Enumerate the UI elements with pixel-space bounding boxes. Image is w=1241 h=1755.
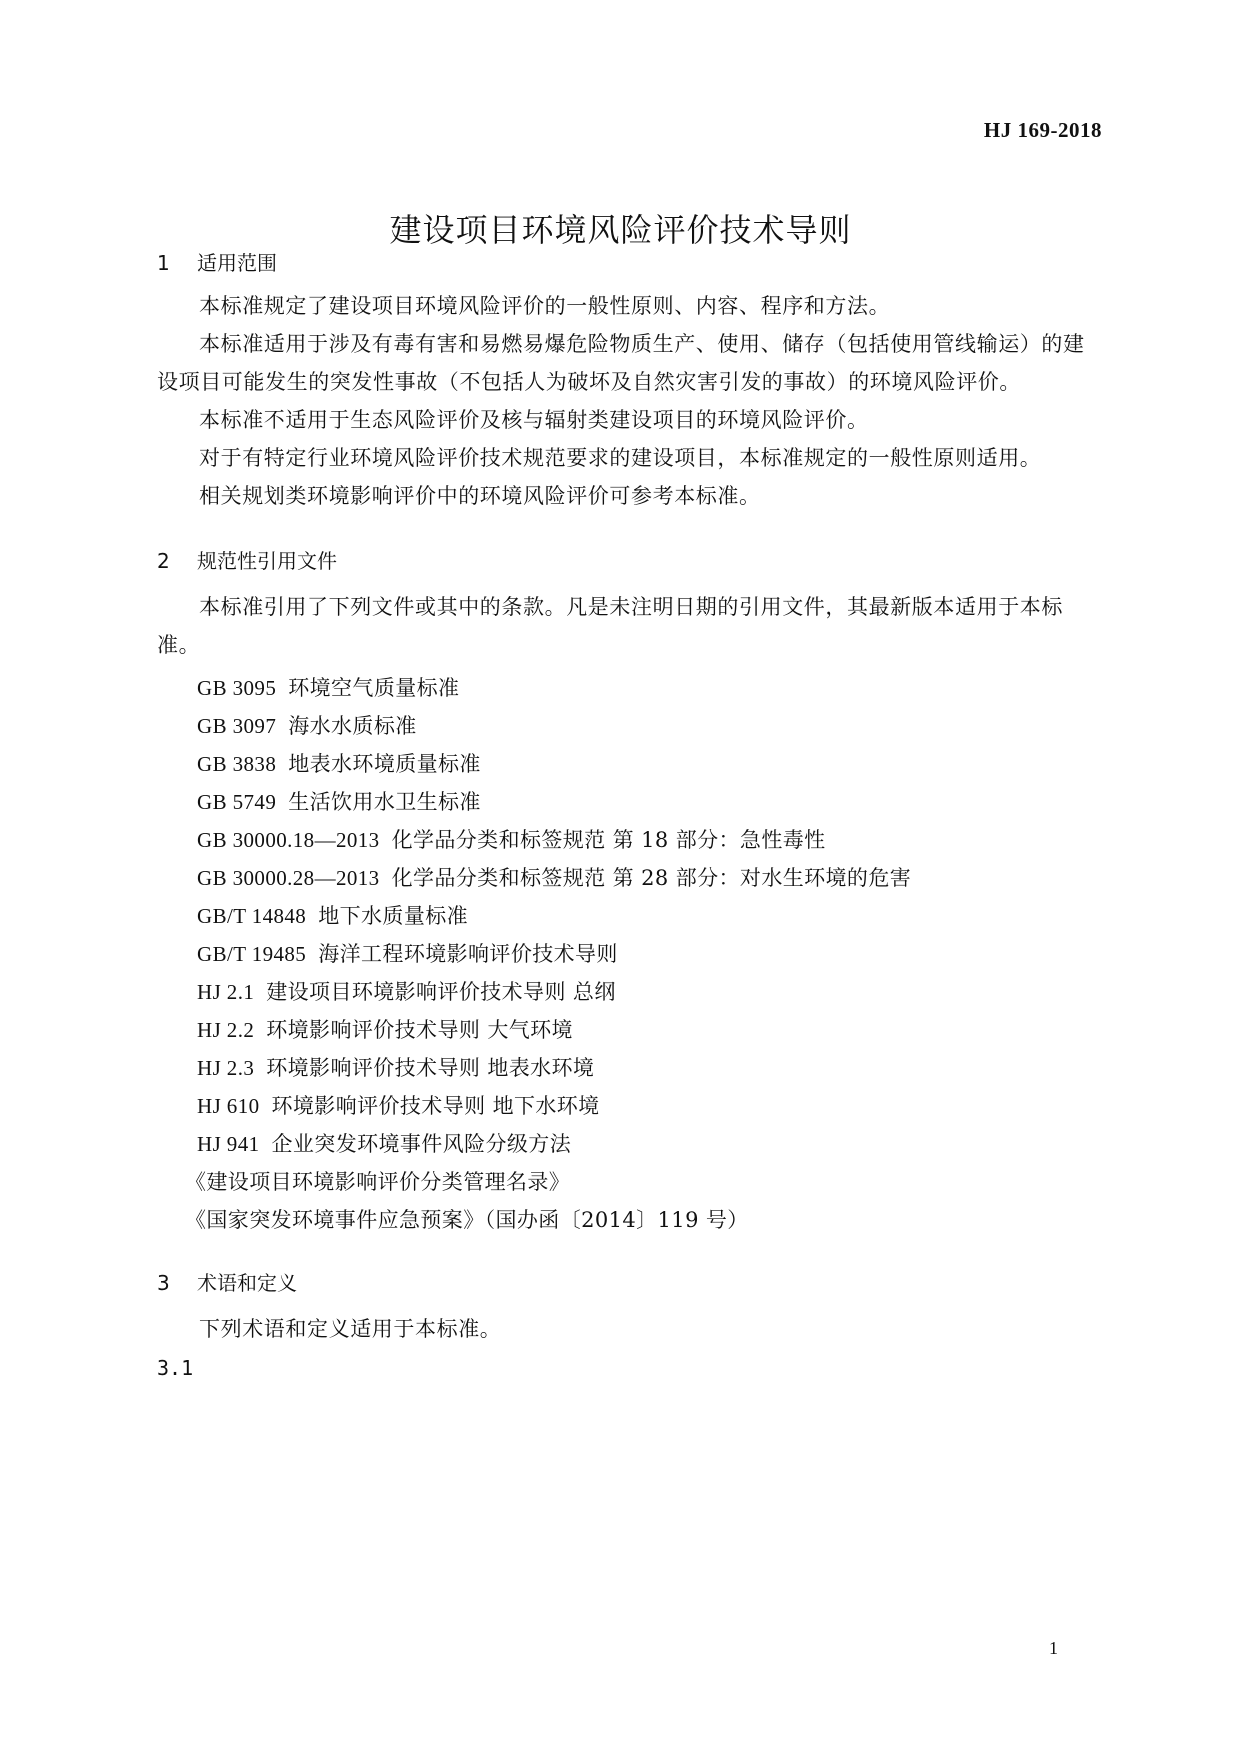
section-number: 3 [157, 1271, 170, 1295]
reference-code: GB 3097 [197, 714, 277, 738]
reference-code: HJ 2.1 [197, 980, 255, 1004]
reference-item: 《建设项目环境影响评价分类管理名录》 [185, 1170, 571, 1194]
reference-item [197, 862, 911, 892]
reference-code: HJ 610 [197, 1094, 260, 1118]
reference-item [197, 824, 826, 854]
document-title: 建设项目环境风险评价技术导则 [389, 211, 852, 249]
reference-title: 地表水环境质量标准 [288, 752, 481, 776]
section-3-heading [157, 1267, 297, 1296]
section-title: 适用范围 [197, 251, 277, 275]
reference-code: HJ 2.3 [197, 1056, 255, 1080]
reference-title: 海水水质标准 [288, 714, 417, 738]
reference-item [197, 976, 616, 1006]
reference-item [197, 1090, 600, 1120]
reference-code: GB 30000.28—2013 [197, 866, 380, 890]
paragraph: 对于有特定行业环境风险评价技术规范要求的建设项目，本标准规定的一般性原则适用。 [199, 446, 1042, 470]
reference-code: GB/T 14848 [197, 904, 307, 928]
page-number: 1 [1049, 1638, 1058, 1658]
paragraph: 相关规划类环境影响评价中的环境风险评价可参考本标准。 [199, 484, 761, 508]
reference-code: GB 3838 [197, 752, 277, 776]
paragraph: 下列术语和定义适用于本标准。 [199, 1317, 502, 1341]
paragraph: 本标准不适用于生态风险评价及核与辐射类建设项目的环境风险评价。 [199, 408, 869, 432]
reference-title: 企业突发环境事件风险分级方法 [271, 1132, 572, 1156]
reference-code: HJ 941 [197, 1132, 260, 1156]
paragraph: 本标准适用于涉及有毒有害和易燃易爆危险物质生产、使用、储存（包括使用管线输运）的建设项目可能发生的突发性事故（不包括人为破坏及自然灾害引发的事故）的环境风险评价。 [157, 332, 1085, 394]
reference-title: 环境影响评价技术导则 地下水环境 [271, 1094, 600, 1118]
reference-title: 环境影响评价技术导则 地表水环境 [266, 1056, 595, 1080]
section-title: 规范性引用文件 [197, 549, 337, 573]
reference-item [197, 938, 618, 968]
section-1-heading [157, 247, 277, 276]
reference-code: GB 30000.18—2013 [197, 828, 380, 852]
reference-title: 地下水质量标准 [318, 904, 469, 928]
reference-title: 环境影响评价技术导则 大气环境 [266, 1018, 573, 1042]
reference-item [197, 786, 481, 816]
reference-title: 海洋工程环境影响评价技术导则 [318, 942, 618, 966]
reference-title: 化学品分类和标签规范 第 28 部分：对水生环境的危害 [391, 866, 912, 890]
reference-item [197, 1052, 594, 1082]
reference-item [197, 748, 481, 778]
subsection-number: 3.1 [157, 1356, 194, 1380]
reference-title: 环境空气质量标准 [288, 676, 460, 700]
reference-item [197, 1014, 573, 1044]
reference-title: 化学品分类和标签规范 第 18 部分：急性毒性 [391, 828, 826, 852]
section-title: 术语和定义 [197, 1271, 297, 1295]
reference-code: GB/T 19485 [197, 942, 307, 966]
reference-item: 《国家突发环境事件应急预案》（国办函〔2014〕119 号） [185, 1208, 749, 1232]
reference-item [197, 900, 468, 930]
reference-title: 生活饮用水卫生标准 [288, 790, 481, 814]
paragraph: 本标准引用了下列文件或其中的条款。凡是未注明日期的引用文件，其最新版本适用于本标准。 [157, 595, 1063, 657]
reference-item [197, 1128, 571, 1158]
section-number: 1 [157, 251, 170, 275]
reference-title: 建设项目环境影响评价技术导则 总纲 [266, 980, 616, 1004]
reference-code: GB 3095 [197, 676, 277, 700]
paragraph: 本标准规定了建设项目环境风险评价的一般性原则、内容、程序和方法。 [199, 294, 891, 318]
reference-code: GB 5749 [197, 790, 277, 814]
standard-code: HJ 169-2018 [983, 118, 1102, 142]
reference-item [197, 710, 417, 740]
section-2-heading [157, 545, 337, 574]
reference-item [197, 672, 459, 702]
section-number: 2 [157, 549, 170, 573]
reference-code: HJ 2.2 [197, 1018, 255, 1042]
